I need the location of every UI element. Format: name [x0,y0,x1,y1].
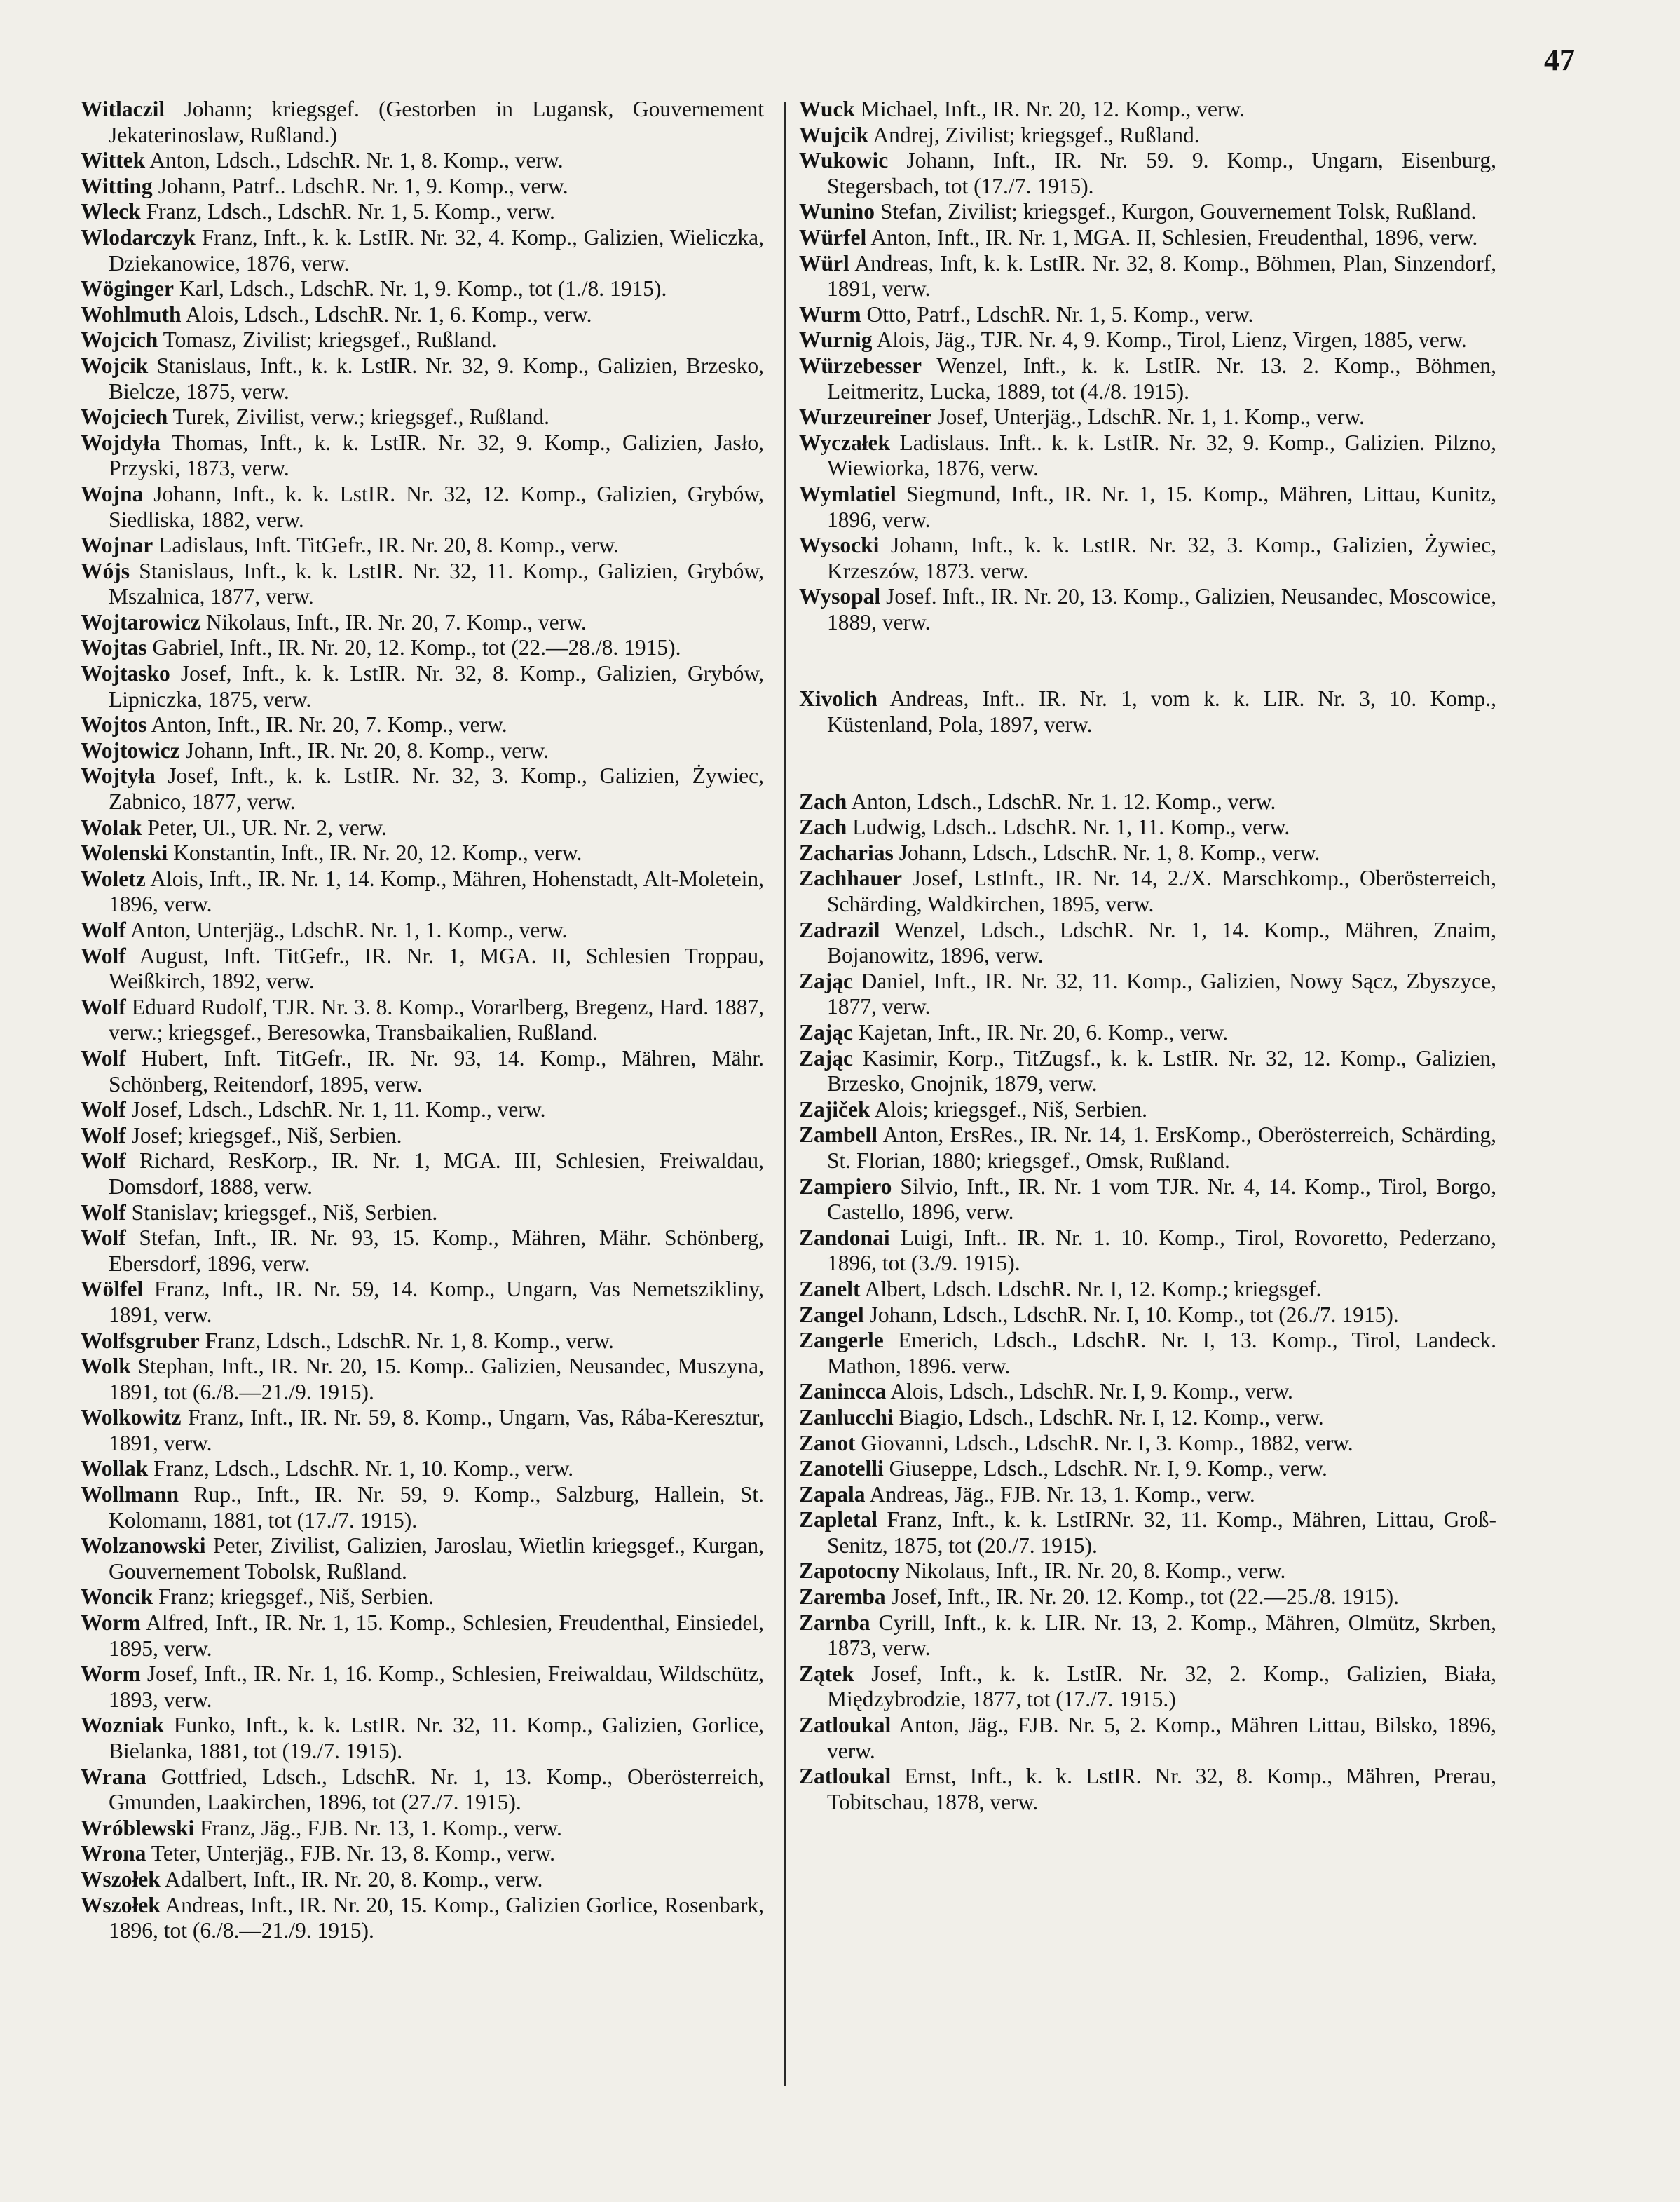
register-entry [81,430,764,482]
register-entry [799,789,1496,815]
entry-surname: Wolzanowski [81,1533,206,1558]
entry-surname: Woletz [81,866,146,891]
entry-surname: Zaremba [799,1584,886,1610]
register-entry [799,97,1496,123]
entry-surname: Zangerle [799,1328,884,1353]
entry-surname: Wolf [81,994,126,1019]
entry-surname: Wojdyła [81,430,161,455]
entry-details: Franz; kriegsgef., Niš, Serbien. [158,1584,434,1610]
register-entry [799,251,1496,302]
entry-details: Daniel, Inft., IR. Nr. 32, 11. Komp., Galizien, Nowy Sącz, Zbyszyce, 1877, verw. [827,968,1496,1019]
entry-surname: Zampiero [799,1174,892,1199]
entry-details: Alois, Inft., IR. Nr. 1, 14. Komp., Mähren, Hohenstadt, Alt-Moletein, 1896, verw. [109,866,765,917]
register-entry [799,225,1496,251]
entry-details: August, Inft. TitGefr., IR. Nr. 1, MGA. II, Schlesien Troppau, Weißkirch, 1892, verw. [109,943,764,994]
entry-details: Albert, Ldsch. LdschR. Nr. I, 12. Komp.; kriegsgef. [864,1276,1322,1301]
right-column [799,97,1496,1815]
register-entry [799,584,1496,635]
entry-details: Josef, Inft., k. k. LstIR. Nr. 32, 3. Komp., Galizien, Żywiec, Zabnico, 1877, verw. [109,763,765,815]
entry-surname: Wojnar [81,533,153,558]
entry-details: Tomasz, Zivilist; kriegsgef., Rußland. [163,327,497,353]
entry-details: Alois, Jäg., TJR. Nr. 4, 9. Komp., Tirol, Lienz, Virgen, 1885, verw. [876,327,1467,353]
entry-details: Anton, Ldsch., LdschR. Nr. 1. 12. Komp., verw. [851,789,1276,814]
entry-details: Andreas, Inft.. IR. Nr. 1, vom k. k. LIR. Nr. 3, 10. Komp., Küstenland, Pola, 1897, verw. [827,686,1497,738]
entry-details: Ladislaus. Inft.. k. k. LstIR. Nr. 32, 9. Komp., Galizien. Pilzno, Wiewiorka, 1876, verw. [827,430,1496,481]
register-entry [81,841,764,866]
entry-surname: Wleck [81,199,141,224]
entry-details: Peter, Zivilist, Galizien, Jaroslau, Wietlin kriegsgef., Kurgan, Gouvernement Tobolsk, Rußland. [109,1533,765,1584]
register-entry [81,1354,764,1405]
register-entry [81,405,764,430]
entry-surname: Wollmann [81,1482,179,1507]
register-entry [799,1097,1496,1123]
register-entry [799,1303,1496,1328]
section-x [799,686,1496,738]
entry-surname: Zatloukal [799,1764,892,1789]
entry-surname: Zangel [799,1302,864,1327]
entry-surname: Wölfel [81,1277,144,1302]
entry-details: Josef, Inft., k. k. LstIR. Nr. 32, 8. Komp., Galizien, Grybów, Lipniczka, 1875, verw. [109,661,765,712]
register-entry [81,712,764,738]
entry-details: Franz, Ldsch., LdschR. Nr. 1, 5. Komp., verw. [146,199,555,224]
entry-details: Stanislav; kriegsgef., Niš, Serbien. [131,1199,438,1225]
register-entry [799,918,1496,969]
entry-surname: Wróblewski [81,1815,195,1840]
register-entry [799,430,1496,482]
entry-details: Anton, Ldsch., LdschR. Nr. 1, 8. Komp., verw. [149,148,564,173]
entry-details: Giovanni, Ldsch., LdschR. Nr. I, 3. Komp., 1882, verw. [861,1430,1353,1455]
register-entry [81,327,764,353]
entry-details: Andreas, Inft., IR. Nr. 20, 15. Komp., Galizien Gorlice, Rosenbark, 1896, tot (6./8.—21./9. 1915). [109,1892,765,1943]
entry-details: Josef. Inft., IR. Nr. 20, 13. Komp., Galizien, Neusandec, Moscowice, 1889, verw. [827,584,1497,634]
page-number: 47 [1544,43,1575,77]
entry-details: Peter, Ul., UR. Nr. 2, verw. [147,815,387,840]
entry-details: Stanislaus, Inft., k. k. LstIR. Nr. 32, 11. Komp., Galizien, Grybów, Mszalnica, 1877, verw. [109,558,764,609]
entry-details: Wenzel, Inft., k. k. LstIR. Nr. 13. 2. Komp., Böhmen, Leitmeritz, Lucka, 1889, tot (4./8. 1915). [827,353,1496,404]
register-entry [81,1456,764,1482]
register-entry [81,610,764,636]
entry-surname: Worm [81,1661,141,1687]
entry-surname: Wurm [799,301,861,327]
entry-surname: Wolak [81,815,142,840]
entry-surname: Zapotocny [799,1558,900,1584]
register-entry [799,1020,1496,1046]
entry-details: Alois, Ldsch., LdschR. Nr. I, 9. Komp., verw. [890,1379,1293,1404]
entry-details: Teter, Unterjäg., FJB. Nr. 13, 8. Komp., verw. [151,1841,555,1866]
entry-details: Johann, Inft., IR. Nr. 59. 9. Komp., Ungarn, Eisenburg, Stegersbach, tot (17./7. 1915). [827,148,1496,198]
entry-surname: Wolf [81,1199,126,1225]
entry-surname: Zanot [799,1430,856,1455]
register-entry [799,123,1496,149]
entry-surname: Wöginger [81,276,174,301]
entry-details: Stefan, Inft., IR. Nr. 93, 15. Komp., Mähren, Mähr. Schönberg, Ebersdorf, 1896, verw. [109,1225,765,1276]
register-entry [799,1405,1496,1431]
entry-surname: Zanotelli [799,1456,884,1481]
entry-surname: Würzebesser [799,353,922,378]
entry-details: Josef, Inft., IR. Nr. 1, 16. Komp., Schlesien, Freiwaldau, Wildschütz, 1893, verw. [109,1661,765,1712]
entry-surname: Wszołek [81,1866,161,1891]
entry-surname: Wittek [81,148,146,173]
entry-details: Turek, Zivilist, verw.; kriegsgef., Rußland. [172,405,550,430]
register-entry [799,1507,1496,1558]
entry-surname: Wujcik [799,122,869,147]
entry-details: Kajetan, Inft., IR. Nr. 20, 6. Komp., verw. [858,1020,1229,1045]
entry-surname: Würfel [799,224,867,250]
register-entry [81,302,764,328]
register-entry [799,1558,1496,1584]
register-entry [799,1174,1496,1225]
register-entry [81,482,764,533]
register-entry [81,995,764,1046]
entry-details: Johann, Inft., k. k. LstIR. Nr. 32, 12. Komp., Galizien, Grybów, Siedliska, 1882, verw. [109,481,764,532]
register-entry [799,353,1496,405]
register-entry [81,1225,764,1277]
entry-details: Alfred, Inft., IR. Nr. 1, 15. Komp., Schlesien, Freudenthal, Einsiedel, 1895, verw. [109,1610,764,1661]
register-entry [81,1584,764,1610]
entry-details: Richard, ResKorp., IR. Nr. 1, MGA. III, Schlesien, Freiwaldau, Domsdorf, 1888, verw. [109,1148,765,1199]
register-entry [799,866,1496,917]
entry-details: Konstantin, Inft., IR. Nr. 20, 12. Komp., verw. [173,841,582,866]
entry-details: Franz, Ldsch., LdschR. Nr. 1, 10. Komp., verw. [153,1456,574,1481]
entry-details: Johann, Ldsch., LdschR. Nr. 1, 8. Komp., verw. [899,840,1320,865]
entry-surname: Wlodarczyk [81,224,196,250]
entry-surname: Wojna [81,481,144,506]
entry-surname: Zach [799,789,847,814]
register-entry [799,405,1496,430]
register-entry [81,225,764,276]
entry-details: Johann, Patrf.. LdschR. Nr. 1, 9. Komp., verw. [158,173,568,198]
register-entry [799,686,1496,738]
register-entry [81,944,764,995]
register-entry [81,1097,764,1123]
register-entry [81,1200,764,1226]
entry-details: Cyrill, Inft., k. k. LIR. Nr. 13, 2. Komp., Mähren, Olmütz, Skrben, 1873, verw. [827,1610,1496,1661]
entry-surname: Zając [799,1020,853,1045]
entry-surname: Wolkowitz [81,1405,182,1430]
register-entry [81,1328,764,1354]
entry-details: Stephan, Inft., IR. Nr. 20, 15. Komp.. Galizien, Neusandec, Muszyna, 1891, tot (6./8.—21./9. 1915). [109,1354,765,1404]
entry-details: Josef, Unterjäg., LdschR. Nr. 1, 1. Komp., verw. [937,405,1365,430]
register-entry [81,353,764,405]
entry-details: Silvio, Inft., IR. Nr. 1 vom TJR. Nr. 4, 14. Komp., Tirol, Borgo, Castello, 1896, verw. [827,1174,1497,1225]
register-entry [81,276,764,302]
register-entry [81,1765,764,1816]
entry-details: Andreas, Jäg., FJB. Nr. 13, 1. Komp., verw. [869,1481,1255,1507]
entry-details: Funko, Inft., k. k. LstIR. Nr. 32, 11. Komp., Galizien, Gorlice, Bielanka, 1881, tot (19./7. 1915). [109,1713,765,1763]
entry-surname: Wolenski [81,841,168,866]
register-entry [81,1713,764,1764]
entry-surname: Zadrazil [799,917,880,942]
register-entry [799,482,1496,533]
entry-details: Emerich, Ldsch., LdschR. Nr. I, 13. Komp., Tirol, Landeck. Mathon, 1896. verw. [827,1328,1497,1378]
entry-details: Anton, Inft., IR. Nr. 20, 7. Komp., verw. [151,712,507,738]
entry-details: Alois; kriegsgef., Niš, Serbien. [874,1096,1147,1122]
entry-details: Johann; kriegsgef. (Gestorben in Lugansk, Gouvernement Jekaterinoslaw, Rußland.) [109,97,765,147]
register-entry [81,635,764,661]
entry-details: Ladislaus, Inft. TitGefr., IR. Nr. 20, 8. Komp., verw. [158,533,619,558]
entry-surname: Zambell [799,1122,878,1148]
register-entry [799,1225,1496,1277]
entry-surname: Zanelt [799,1276,861,1301]
entry-details: Rup., Inft., IR. Nr. 59, 9. Komp., Salzburg, Hallein, St. Kolomann, 1881, tot (17./7. 1915). [109,1482,765,1532]
entry-details: Johann, Ldsch., LdschR. Nr. I, 10. Komp., tot (26./7. 1915). [869,1302,1399,1327]
entry-surname: Wollak [81,1456,149,1481]
register-entry [799,1456,1496,1482]
entry-details: Siegmund, Inft., IR. Nr. 1, 15. Komp., Mähren, Littau, Kunitz, 1896, verw. [827,481,1497,532]
register-entry [81,174,764,200]
left-column [81,97,764,1944]
register-entry [799,1431,1496,1457]
entry-surname: Wojtos [81,712,147,738]
entry-details: Josef, Inft., k. k. LstIR. Nr. 32, 2. Komp., Galizien, Biała, Międzybrodzie, 1877, tot (17./7. 1915.) [827,1661,1496,1712]
entry-surname: Wojtasko [81,661,170,686]
entry-surname: Zapletal [799,1507,878,1532]
register-entry [799,1713,1496,1764]
section-z [799,789,1496,1816]
entry-surname: Zając [799,1045,853,1071]
entry-surname: Zanlucchi [799,1404,894,1429]
entry-details: Josef, Inft., IR. Nr. 20. 12. Komp., tot (22.—25./8. 1915). [891,1584,1400,1610]
entry-details: Franz, Jäg., FJB. Nr. 13, 1. Komp., verw. [200,1815,562,1840]
register-entry [81,1277,764,1328]
entry-surname: Wolf [81,1097,126,1122]
register-entry [799,1046,1496,1097]
entry-details: Andreas, Inft, k. k. LstIR. Nr. 32, 8. Komp., Böhmen, Plan, Sinzendorf, 1891, verw. [827,250,1496,301]
section-gap [799,635,1496,686]
entry-surname: Wolf [81,1148,126,1174]
entry-surname: Wysocki [799,533,880,558]
entry-surname: Wohlmuth [81,301,182,327]
entry-surname: Wyczałek [799,430,891,455]
entry-details: Eduard Rudolf, TJR. Nr. 3. 8. Komp., Vorarlberg, Bregenz, Hard. 1887, verw.; kriegsgef., Beresowka, Transbaikalien, Rußland. [109,994,764,1045]
entry-details: Franz, Inft., k. k. LstIR. Nr. 32, 4. Komp., Galizien, Wieliczka, Dziekanowice, 1876, verw. [109,224,765,276]
entry-details: Biagio, Ldsch., LdschR. Nr. I, 12. Komp., verw. [899,1404,1324,1429]
register-entry [81,918,764,944]
register-entry [81,1841,764,1867]
entry-details: Josef; kriegsgef., Niš, Serbien. [131,1122,402,1148]
entry-surname: Zapala [799,1481,866,1507]
section-w [799,97,1496,635]
entry-surname: Zając [799,968,853,993]
column-divider [784,102,786,2086]
entry-surname: Wojtyła [81,763,156,789]
entry-surname: Wojcik [81,353,149,378]
register-entry [799,1661,1496,1713]
register-entry [81,1867,764,1893]
entry-details: Otto, Patrf., LdschR. Nr. 1, 5. Komp., verw. [866,301,1254,327]
register-entry [799,533,1496,584]
entry-surname: Xivolich [799,686,878,712]
register-entry [799,1277,1496,1303]
entry-details: Johann, Inft., k. k. LstIR. Nr. 32, 3. Komp., Galizien, Żywiec, Krzeszów, 1873. verw. [827,533,1496,583]
entry-surname: Woncik [81,1584,153,1610]
entry-surname: Worm [81,1610,141,1636]
entry-details: Gabriel, Inft., IR. Nr. 20, 12. Komp., tot (22.—28./8. 1915). [152,635,681,660]
entry-surname: Wrana [81,1764,146,1789]
entry-details: Stanislaus, Inft., k. k. LstIR. Nr. 32, 9. Komp., Galizien, Brzesko, Bielcze, 1875, verw. [109,353,765,404]
entry-details: Franz, Ldsch., LdschR. Nr. 1, 8. Komp., verw. [205,1328,614,1353]
entry-surname: Wojtarowicz [81,609,200,634]
entry-details: Giuseppe, Ldsch., LdschR. Nr. I, 9. Komp., verw. [889,1456,1327,1481]
entry-surname: Witting [81,173,153,198]
register-entry [81,533,764,559]
entry-details: Thomas, Inft., k. k. LstIR. Nr. 32, 9. Komp., Galizien, Jasło, Przyski, 1873, verw. [109,430,764,481]
entry-details: Adalbert, Inft., IR. Nr. 20, 8. Komp., verw. [164,1866,543,1891]
entry-surname: Zachhauer [799,866,903,891]
entry-surname: Zatloukal [799,1713,892,1738]
entry-surname: Wojciech [81,405,168,430]
register-entry [81,97,764,148]
entry-surname: Wójs [81,558,130,583]
register-entry [799,815,1496,841]
entry-surname: Wuck [799,97,855,121]
register-entry [799,1584,1496,1610]
entry-surname: Wolf [81,1122,126,1148]
register-entry [81,738,764,764]
entry-details: Nikolaus, Inft., IR. Nr. 20, 7. Komp., verw. [205,609,587,634]
entry-surname: Wunino [799,199,875,224]
entry-details: Franz, Inft., IR. Nr. 59, 14. Komp., Ungarn, Vas Nemetszikliny, 1891, verw. [109,1277,765,1327]
entry-surname: Wrona [81,1841,146,1866]
entry-surname: Würl [799,250,849,276]
entry-surname: Wolf [81,1045,126,1071]
entry-details: Anton, ErsRes., IR. Nr. 14, 1. ErsKomp., Oberösterreich, Schärding, St. Florian, 1880; kriegsgef., Omsk, Rußland. [827,1122,1496,1173]
register-entry [81,661,764,712]
entry-surname: Wysopal [799,584,881,609]
section-gap [799,738,1496,789]
register-entry [799,302,1496,328]
entry-surname: Zach [799,815,847,840]
entry-surname: Wozniak [81,1713,165,1738]
entry-surname: Wolfsgruber [81,1328,200,1353]
entry-details: Josef, LstInft., IR. Nr. 14, 2./X. Marschkomp., Oberösterreich, Schärding, Waldkirchen, 1895, verw. [827,866,1496,917]
entry-details: Gottfried, Ldsch., LdschR. Nr. 1, 13. Komp., Oberösterreich, Gmunden, Laakirchen, 1896, tot (27./7. 1915). [109,1764,765,1815]
entry-surname: Wolk [81,1354,131,1379]
entry-details: Franz, Inft., k. k. LstIRNr. 32, 11. Komp., Mähren, Littau, Groß-Senitz, 1875, tot (20./7. 1915). [827,1507,1497,1558]
register-entry [799,1764,1496,1815]
entry-surname: Zacharias [799,840,894,865]
register-entry [81,148,764,174]
register-entry [81,1123,764,1149]
register-entry [799,148,1496,199]
entry-surname: Wukowic [799,148,889,173]
register-entry [81,1893,764,1944]
entry-surname: Wojcich [81,327,158,353]
register-entry [799,1122,1496,1174]
entry-surname: Wolf [81,943,126,968]
register-entry [799,1482,1496,1508]
entry-details: Andrej, Zivilist; kriegsgef., Rußland. [873,122,1200,147]
entry-surname: Zandonai [799,1225,890,1250]
register-entry [81,1046,764,1097]
entry-surname: Wolf [81,918,126,942]
register-entry [81,1482,764,1533]
register-entry [81,559,764,610]
entry-surname: Zarnba [799,1610,870,1635]
register-entry [81,1610,764,1661]
register-entry [81,815,764,841]
entry-details: Wenzel, Ldsch., LdschR. Nr. 1, 14. Komp., Mähren, Znaim, Bojanowitz, 1896, verw. [827,917,1496,968]
entry-details: Johann, Inft., IR. Nr. 20, 8. Komp., verw. [185,738,549,763]
register-entry [81,199,764,225]
register-entry [81,1148,764,1199]
entry-details: Ernst, Inft., k. k. LstIR. Nr. 32, 8. Komp., Mähren, Prerau, Tobitschau, 1878, verw. [827,1764,1496,1814]
entry-surname: Witlaczil [81,97,165,121]
entry-details: Anton, Unterjäg., LdschR. Nr. 1, 1. Komp., verw. [130,918,568,942]
entry-details: Kasimir, Korp., TitZugsf., k. k. LstIR. Nr. 32, 12. Komp., Galizien, Brzesko, Gnojnik, 1879, verw. [827,1045,1497,1096]
register-entry [81,1533,764,1584]
entry-surname: Zajiček [799,1096,870,1122]
register-entry [799,841,1496,866]
register-entry [799,969,1496,1020]
entry-details: Josef, Ldsch., LdschR. Nr. 1, 11. Komp., verw. [131,1097,546,1122]
entry-details: Anton, Jäg., FJB. Nr. 5, 2. Komp., Mähren Littau, Bilsko, 1896, verw. [827,1713,1496,1763]
entry-surname: Zanincca [799,1379,887,1404]
register-entry [799,327,1496,353]
entry-details: Michael, Inft., IR. Nr. 20, 12. Komp., verw. [860,97,1245,121]
register-entry [799,1379,1496,1405]
entry-surname: Wszołek [81,1892,161,1917]
entry-surname: Wojtas [81,635,147,660]
entry-details: Alois, Ldsch., LdschR. Nr. 1, 6. Komp., verw. [185,301,592,327]
register-entry [81,1405,764,1456]
entry-surname: Zątek [799,1661,854,1686]
entry-details: Hubert, Inft. TitGefr., IR. Nr. 93, 14. Komp., Mähren, Mähr. Schönberg, Reitendorf, 1895, verw. [109,1045,765,1096]
entry-details: Anton, Inft., IR. Nr. 1, MGA. II, Schlesien, Freudenthal, 1896, verw. [870,224,1478,250]
entry-details: Nikolaus, Inft., IR. Nr. 20, 8. Komp., verw. [905,1558,1286,1584]
entry-surname: Wymlatiel [799,481,896,506]
register-entry [799,199,1496,225]
register-entry [81,1816,764,1842]
register-entry [799,1610,1496,1661]
entry-details: Ludwig, Ldsch.. LdschR. Nr. 1, 11. Komp., verw. [852,815,1290,840]
entry-surname: Wurzeureiner [799,405,932,430]
entry-surname: Wurnig [799,327,873,353]
entry-surname: Wojtowicz [81,738,180,763]
register-entry [799,1328,1496,1379]
entry-details: Stefan, Zivilist; kriegsgef., Kurgon, Gouvernement Tolsk, Rußland. [880,199,1477,224]
entry-surname: Wolf [81,1225,126,1251]
register-entry [81,763,764,815]
entry-details: Franz, Inft., IR. Nr. 59, 8. Komp., Ungarn, Vas, Rába-Keresztur, 1891, verw. [109,1405,764,1455]
register-entry [81,866,764,918]
entry-details: Karl, Ldsch., LdschR. Nr. 1, 9. Komp., tot (1./8. 1915). [179,276,667,301]
register-entry [81,1661,764,1713]
entry-details: Luigi, Inft.. IR. Nr. 1. 10. Komp., Tirol, Rovoretto, Pederzano, 1896, tot (3./9. 1915). [827,1225,1497,1276]
